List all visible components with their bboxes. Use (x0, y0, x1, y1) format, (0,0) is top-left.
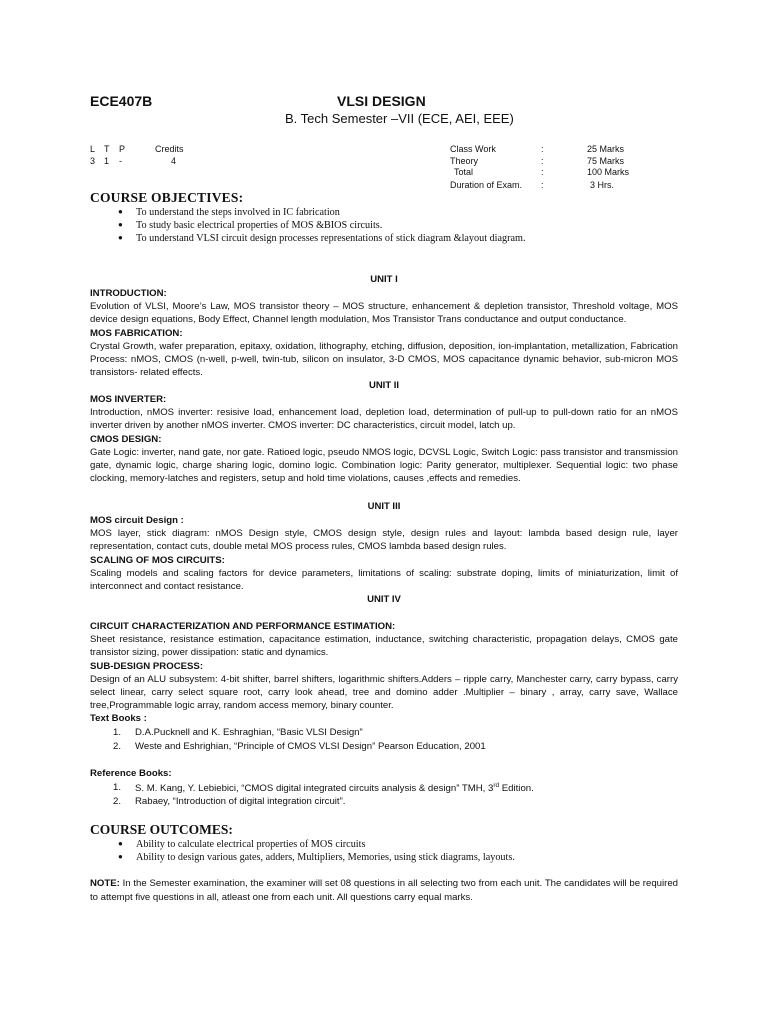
marks-value: 75 Marks (587, 156, 625, 166)
unit-heading: UNIT IV (367, 594, 401, 605)
section-text: MOS layer, stick diagram: nMOS Design style, CMOS design style, design rules and layout: lambda based design rule, layer representation, contact cuts, double metal MOS process rules, CMOS lambda based design rules. (90, 528, 678, 553)
unit-heading: UNIT III (367, 501, 401, 512)
p-label: P (119, 144, 126, 154)
bullet-icon: ● (118, 220, 123, 229)
unit-2-content (90, 393, 678, 485)
exam-note (90, 877, 678, 904)
section-text: Introduction, nMOS inverter: resisive load, enhancement load, depletion load, determination of pull-up to pull-down ratio for an nMOS inverter driven by another nMOS inverter. CMOS inverter: DC characteristics, circuit model, latch up. (90, 407, 678, 432)
outcomes-heading: COURSE OUTCOMES: (90, 822, 233, 837)
p-value: - (119, 156, 122, 166)
section-heading: MOS INVERTER: (90, 394, 167, 405)
note-text: In the Semester examination, the examiner will set 08 questions in all selecting two from each unit. The candidates will be required to attempt five questions in all, atleast one from each unit. All questions carry equal marks. (90, 878, 678, 903)
marks-label: Duration of Exam. (450, 180, 523, 190)
l-value: 3 (90, 156, 96, 166)
section-text: Scaling models and scaling factors for device parameters, limitations of scaling: substrate doping, limits of miniaturization, limit of interconnect and contact resistance. (90, 567, 678, 593)
course-code: ECE407B (90, 93, 153, 109)
credits-value: 4 (171, 156, 177, 166)
section-heading: SCALING OF MOS CIRCUITS: (90, 554, 225, 566)
objectives-heading: COURSE OBJECTIVES: (90, 190, 244, 205)
section-text: Gate Logic: inverter, nand gate, nor gate. Ratioed logic, pseudo NMOS logic, DCVSL Logic, Switch Logic: pass transistor and transmission gate, dynamic logic, charge sharing logic, domino logic. Combination logic: Parity generator, multiplexer. Sequential logic: two phase clocking, memory-latches and registers, setup and hold time violations, causes ,effects and remedies. (90, 446, 678, 485)
unit-heading: UNIT II (368, 380, 400, 391)
unit-4-content (90, 620, 678, 726)
l-label: L (90, 144, 96, 154)
section-heading: INTRODUCTION: (90, 288, 167, 299)
bullet-icon: ● (118, 207, 123, 216)
marks-label: Total (454, 167, 474, 177)
marks-sep: : (541, 156, 544, 166)
t-value: 1 (104, 156, 110, 166)
marks-sep: : (541, 144, 544, 154)
t-label: T (104, 144, 110, 154)
section-heading: MOS FABRICATION: (90, 327, 183, 339)
syllabus-page: ECE407B VLSI DESIGN B. Tech Semester –VII (ECE, AEI, EEE) L T P Credits 3 1 - 4 Class Work : 25 Marks Theory : 75 Marks Total : 100 Marks Duration of Exam. : 3 Hrs. COURSE OBJECTIVES: ● To understand the steps involved in IC fabrication ● To study basic electrical properties of MOS &BIOS circuits. ● To understand VLSI circuit design processes representations of stick diagram &layout diagram. UNIT I INTRODUCTION: Evolution of VLSI, Moore’s Law, MOS transistor theory – MOS structure, enhancement & depletion transistor, Threshold voltage, MOS device design equations, Body Effect, Channel length modulation, Mos Transistor Trans conductance and output conductance. MOS FABRICATION: Crystal Growth, wafer preparation, epitaxy, oxidation, lithography, etching, diffusion, deposition, ion-implantation, metallization, Fabrication Process: nMOS, CMOS (n-well, p-well, twin-tub, silicon on insulator, 3-D CMOS, MOS capacitance dynamic behavior, sub-micron MOS transistors- related effects. UNIT II MOS INVERTER: Introduction, nMOS inverter: resisive load, enhancement load, depletion load, determination of pull-up to pull-down ratio for an nMOS inverter driven by another nMOS inverter. CMOS inverter: DC characteristics, circuit model, latch up. CMOS DESIGN: Gate Logic: inverter, nand gate, nor gate. Ratioed logic, pseudo NMOS logic, DCVSL Logic, Switch Logic: pass transistor and transmission gate, dynamic logic, charge sharing logic, domino logic. Combination logic: Parity generator, multiplexer. Sequential logic: two phase clocking, memory-latches and registers, setup and hold time violations, causes ,effects and remedies. UNIT III MOS circuit Design : MOS layer, stick diagram: nMOS Design style, CMOS design style, design rules and layout: lambda based design rule, layer representation, contact cuts, double metal MOS process rules, CMOS lambda based design rules. SCALING OF MOS CIRCUITS: Scaling models and scaling factors for device parameters, limitations of scaling: substrate doping, limits of miniaturization, limit of interconnect and contact resistance. UNIT IV CIRCUIT CHARACTERIZATION AND PERFORMANCE ESTIMATION: Sheet resistance, resistance estimation, capacitance estimation, inductance, switching characteristic, propagation delays, CMOS gate transistor sizing, power dissipation: static and dynamics. SUB-DESIGN PROCESS: Design of an ALU subsystem: 4-bit shifter, barrel shifters, logarithmic shifters.Adders – ripple carry, Manchester carry, carry bypass, carry select linear, carry select square root, carry look ahead, tree and domino adder .Multiplier – binary , array, carry save, Wallace tree,Programmable logic array, random access memory, binary counter. Text Books : 1. D.A.Pucknell and K. Eshraghian, “Basic VLSI Design” 2. Weste and Eshrighian, “Principle of CMOS VLSI Design” Pearson Education, 2001 Reference Books: 1. S. M. Kang, Y. Lebiebici, “CMOS digital integrated circuits analysis & design” TMH, 3rd Edition. 2. Rabaey, “Introduction of digital integration circuit”. COURSE OUTCOMES: ● Ability to calculate electrical properties of MOS circuits ● Ability to design various gates, adders, Multipliers, Memories, using stick diagrams, layouts. NOTE: In the Semester examination, the examiner will set 08 questions in all selecting two from each unit. The candidates will be required to attempt five questions in all, atleast one from each unit. All questions carry equal marks. (0, 0, 768, 1024)
marks-value: 25 Marks (587, 144, 625, 154)
marks-sep: : (541, 167, 544, 177)
marks-value: 3 Hrs. (590, 180, 615, 190)
marks-label: Class Work (450, 144, 496, 154)
section-heading: CIRCUIT CHARACTERIZATION AND PERFORMANCE ESTIMATION: (90, 621, 396, 632)
section-heading: MOS circuit Design : (90, 515, 184, 526)
unit-1-content (90, 287, 678, 379)
course-subtitle: B. Tech Semester –VII (ECE, AEI, EEE) (285, 111, 514, 126)
note-label: NOTE: (90, 878, 120, 889)
bullet-icon: ● (118, 233, 123, 242)
textbooks-heading: Text Books : (90, 713, 147, 725)
unit-heading: UNIT I (370, 274, 398, 285)
section-text: Crystal Growth, wafer preparation, epitaxy, oxidation, lithography, etching, diffusion, deposition, ion-implantation, metallization, Fabrication Process: nMOS, CMOS (n-well, p-well, twin-tub, silicon on insulator, 3-D CMOS, MOS capacitance dynamic behavior, sub-micron MOS transistors- related effects. (90, 340, 678, 379)
section-text: Sheet resistance, resistance estimation, capacitance estimation, inductance, switching characteristic, propagation delays, CMOS gate transistor sizing, power dissipation: static and dynamics. (90, 634, 678, 659)
marks-sep: : (541, 180, 544, 190)
bullet-icon: ● (118, 839, 123, 848)
course-title: VLSI DESIGN (337, 93, 426, 109)
marks-value: 100 Marks (587, 167, 630, 177)
credits-label: Credits (155, 144, 184, 154)
section-text: Design of an ALU subsystem: 4-bit shifter, barrel shifters, logarithmic shifters.Adders – ripple carry, Manchester carry, carry bypass, carry select linear, carry select square root, carry look ahead, tree and domino adder .Multiplier – binary , array, carry save, Wallace tree,Programmable logic array, random access memory, binary counter. (90, 673, 678, 712)
unit-3-content (90, 514, 678, 593)
section-heading: CMOS DESIGN: (90, 433, 162, 445)
marks-label: Theory (450, 156, 479, 166)
bullet-icon: ● (118, 852, 123, 861)
section-heading: SUB-DESIGN PROCESS: (90, 660, 204, 672)
section-text: Evolution of VLSI, Moore’s Law, MOS transistor theory – MOS structure, enhancement & depletion transistor, Threshold voltage, MOS device design equations, Body Effect, Channel length modulation, Mos Transistor Trans conductance and output conductance. (90, 301, 678, 326)
references-heading: Reference Books: (90, 768, 172, 779)
